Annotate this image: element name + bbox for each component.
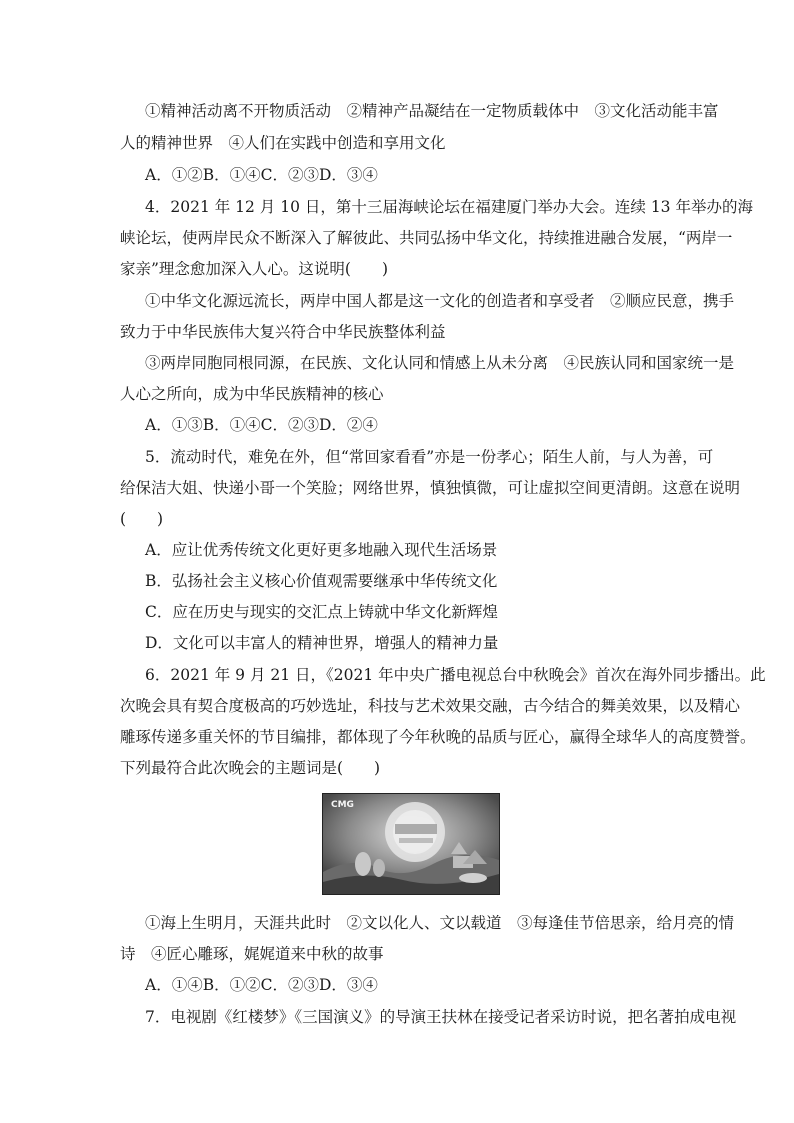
q3-answer-choices: A．①②B．①④C．②③D．③④ — [145, 166, 378, 184]
cmg-logo: CMG — [331, 800, 354, 810]
q4-stem-line-2: 峡论坛，使两岸民众不断深入了解彼此、共同弘扬中华文化，持续推进融合发展，“两岸一 — [120, 229, 733, 247]
q4-stem-line-1: 4．2021 年 12 月 10 日，第十三届海峡论坛在福建厦门举办大会。连续 13 年举办的海 — [145, 198, 753, 216]
q4-item-line-4: 人心之所向，成为中华民族精神的核心 — [120, 385, 384, 403]
q4-answer-choices: A．①③B．①④C．②③D．②④ — [145, 416, 378, 434]
q6-item-line-1: ①海上生明月，天涯共此时 ②文以化人、文以载道 ③每逢佳节倍思亲，给月亮的情 — [145, 914, 735, 932]
q5-stem-line-2: 给保洁大姐、快递小哥一个笑脸；网络世界，慎独慎微，可让虚拟空间更清朗。这意在说明 — [120, 479, 741, 497]
q5-stem-line-1: 5．流动时代，难免在外，但“常回家看看”亦是一份孝心；陌生人前，与人为善，可 — [145, 448, 714, 466]
q5-stem-line-3: ( ) — [120, 510, 164, 528]
q5-option-c: C．应在历史与现实的交汇点上铸就中华文化新辉煌 — [145, 603, 498, 621]
q6-stem-line-2: 次晚会具有契合度极高的巧妙选址，科技与艺术效果交融，古今结合的舞美效果，以及精心 — [120, 697, 741, 715]
q5-option-d: D．文化可以丰富人的精神世界，增强人的精神力量 — [145, 634, 499, 652]
mid-autumn-gala-poster-image — [322, 793, 500, 895]
q4-item-line-3: ③两岸同胞同根同源，在民族、文化认同和情感上从未分离 ④民族认同和国家统一是 — [145, 354, 735, 372]
q3-item-line-2: 人的精神世界 ④人们在实践中创造和享用文化 — [120, 134, 446, 152]
q5-option-a: A．应让优秀传统文化更好更多地融入现代生活场景 — [145, 541, 498, 559]
q6-stem-line-1: 6．2021 年 9 月 21 日，《2021 年中央广播电视总台中秋晚会》首次在海外同步播出。此 — [145, 666, 766, 684]
q4-item-line-2: 致力于中华民族伟大复兴符合中华民族整体利益 — [120, 323, 446, 341]
q6-stem-line-4: 下列最符合此次晚会的主题词是( ) — [120, 759, 381, 777]
q6-stem-line-3: 雕琢传递多重关怀的节目编排，都体现了今年秋晚的品质与匠心，赢得全球华人的高度赞誉。 — [120, 728, 756, 746]
q5-option-b: B．弘扬社会主义核心价值观需要继承中华传统文化 — [145, 572, 498, 590]
q7-stem-line-1: 7．电视剧《红楼梦》《三国演义》的导演王扶林在接受记者采访时说，把名著拍成电视 — [145, 1008, 737, 1026]
q6-answer-choices: A．①④B．①②C．②③D．③④ — [145, 976, 378, 994]
q6-item-line-2: 诗 ④匠心雕琢，娓娓道来中秋的故事 — [120, 945, 384, 963]
q3-item-line-1: ①精神活动离不开物质活动 ②精神产品凝结在一定物质载体中 ③文化活动能丰富 — [145, 102, 719, 120]
q4-item-line-1: ①中华文化源远流长，两岸中国人都是这一文化的创造者和享受者 ②顺应民意，携手 — [145, 292, 735, 310]
q4-stem-line-3: 家亲”理念愈加深入人心。这说明( ) — [120, 260, 389, 278]
